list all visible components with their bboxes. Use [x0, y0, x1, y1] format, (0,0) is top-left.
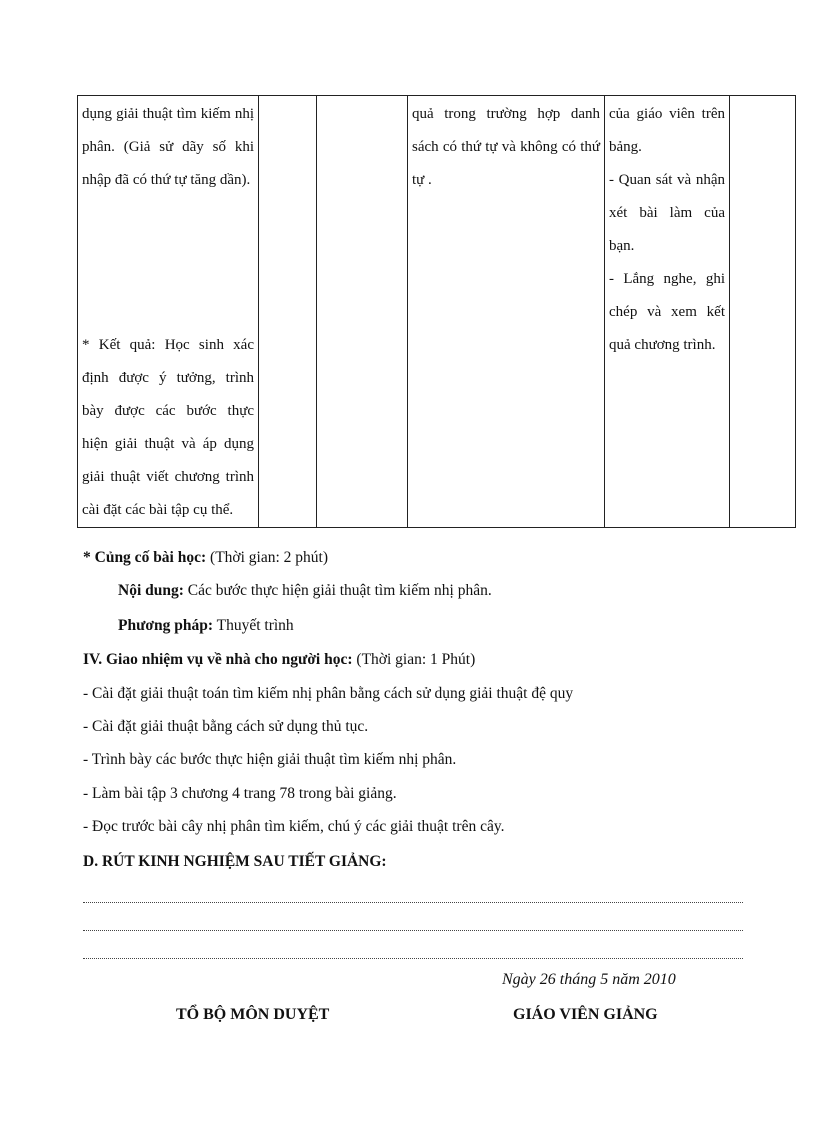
- homework-heading: IV. Giao nhiệm vụ về nhà cho người học:: [83, 651, 353, 668]
- method-value: Thuyết trình: [216, 617, 294, 634]
- homework-line: [83, 651, 475, 669]
- homework-item: - Trình bày các bước thực hiện giải thuật tìm kiếm nhị phân.: [83, 751, 457, 768]
- content-label: Nội dung:: [118, 582, 184, 599]
- table-cell-student-activity: [605, 96, 730, 528]
- consolidation-line: [83, 549, 328, 567]
- homework-item: - Cài đặt giải thuật bằng cách sử dụng thủ tục.: [83, 718, 369, 735]
- dotted-line: [83, 930, 743, 931]
- lesson-plan-table: [77, 95, 796, 528]
- content-value: Các bước thực hiện giải thuật tìm kiếm nhị phân.: [187, 582, 492, 599]
- table-cell-empty: [259, 96, 317, 528]
- department-approval-title: TỔ BỘ MÔN DUYỆT: [176, 1006, 330, 1023]
- content-line: [118, 582, 492, 600]
- homework-time: (Thời gian: 1 Phút): [356, 651, 476, 668]
- signature-date: Ngày 26 tháng 5 năm 2010: [502, 971, 676, 988]
- table-cell-content: [408, 96, 605, 528]
- homework-item: - Cài đặt giải thuật toán tìm kiếm nhị phân bằng cách sử dụng giải thuật đệ quy: [83, 685, 574, 702]
- table-cell-activity: [78, 96, 259, 528]
- student-activity-line: - Quan sát và nhận xét bài làm của bạn.: [609, 172, 725, 254]
- table-row: [78, 96, 796, 528]
- teacher-title: GIÁO VIÊN GIẢNG: [513, 1006, 658, 1023]
- experience-heading: D. RÚT KINH NGHIỆM SAU TIẾT GIẢNG:: [83, 853, 387, 870]
- student-activity-line: - Lắng nghe, ghi chép và xem kết quả chương trình.: [609, 271, 725, 353]
- table-cell-empty: [317, 96, 408, 528]
- homework-item: - Làm bài tập 3 chương 4 trang 78 trong bài giảng.: [83, 785, 397, 802]
- method-label: Phương pháp:: [118, 617, 213, 634]
- method-line: [118, 617, 294, 635]
- consolidation-heading: * Củng cố bài học:: [83, 549, 207, 566]
- activity-description: dụng giải thuật tìm kiếm nhị phân. (Giả sử dãy số khi nhập đã có thứ tự tăng dần).: [82, 106, 254, 188]
- student-activity-line: của giáo viên trên bảng.: [609, 106, 725, 155]
- activity-result: * Kết quả: Học sinh xác định được ý tưởng, trình bày được các bước thực hiện giải thuật và áp dụng giải thuật viết chương trình cài đặt các bài tập cụ thể.: [82, 337, 254, 518]
- consolidation-time: (Thời gian: 2 phút): [210, 549, 328, 566]
- content-text: quả trong trường hợp danh sách có thứ tự và không có thứ tự .: [412, 106, 600, 188]
- dotted-line: [83, 902, 743, 903]
- table-cell-empty: [730, 96, 796, 528]
- dotted-line: [83, 958, 743, 959]
- homework-item: - Đọc trước bài cây nhị phân tìm kiếm, chú ý các giải thuật trên cây.: [83, 818, 505, 835]
